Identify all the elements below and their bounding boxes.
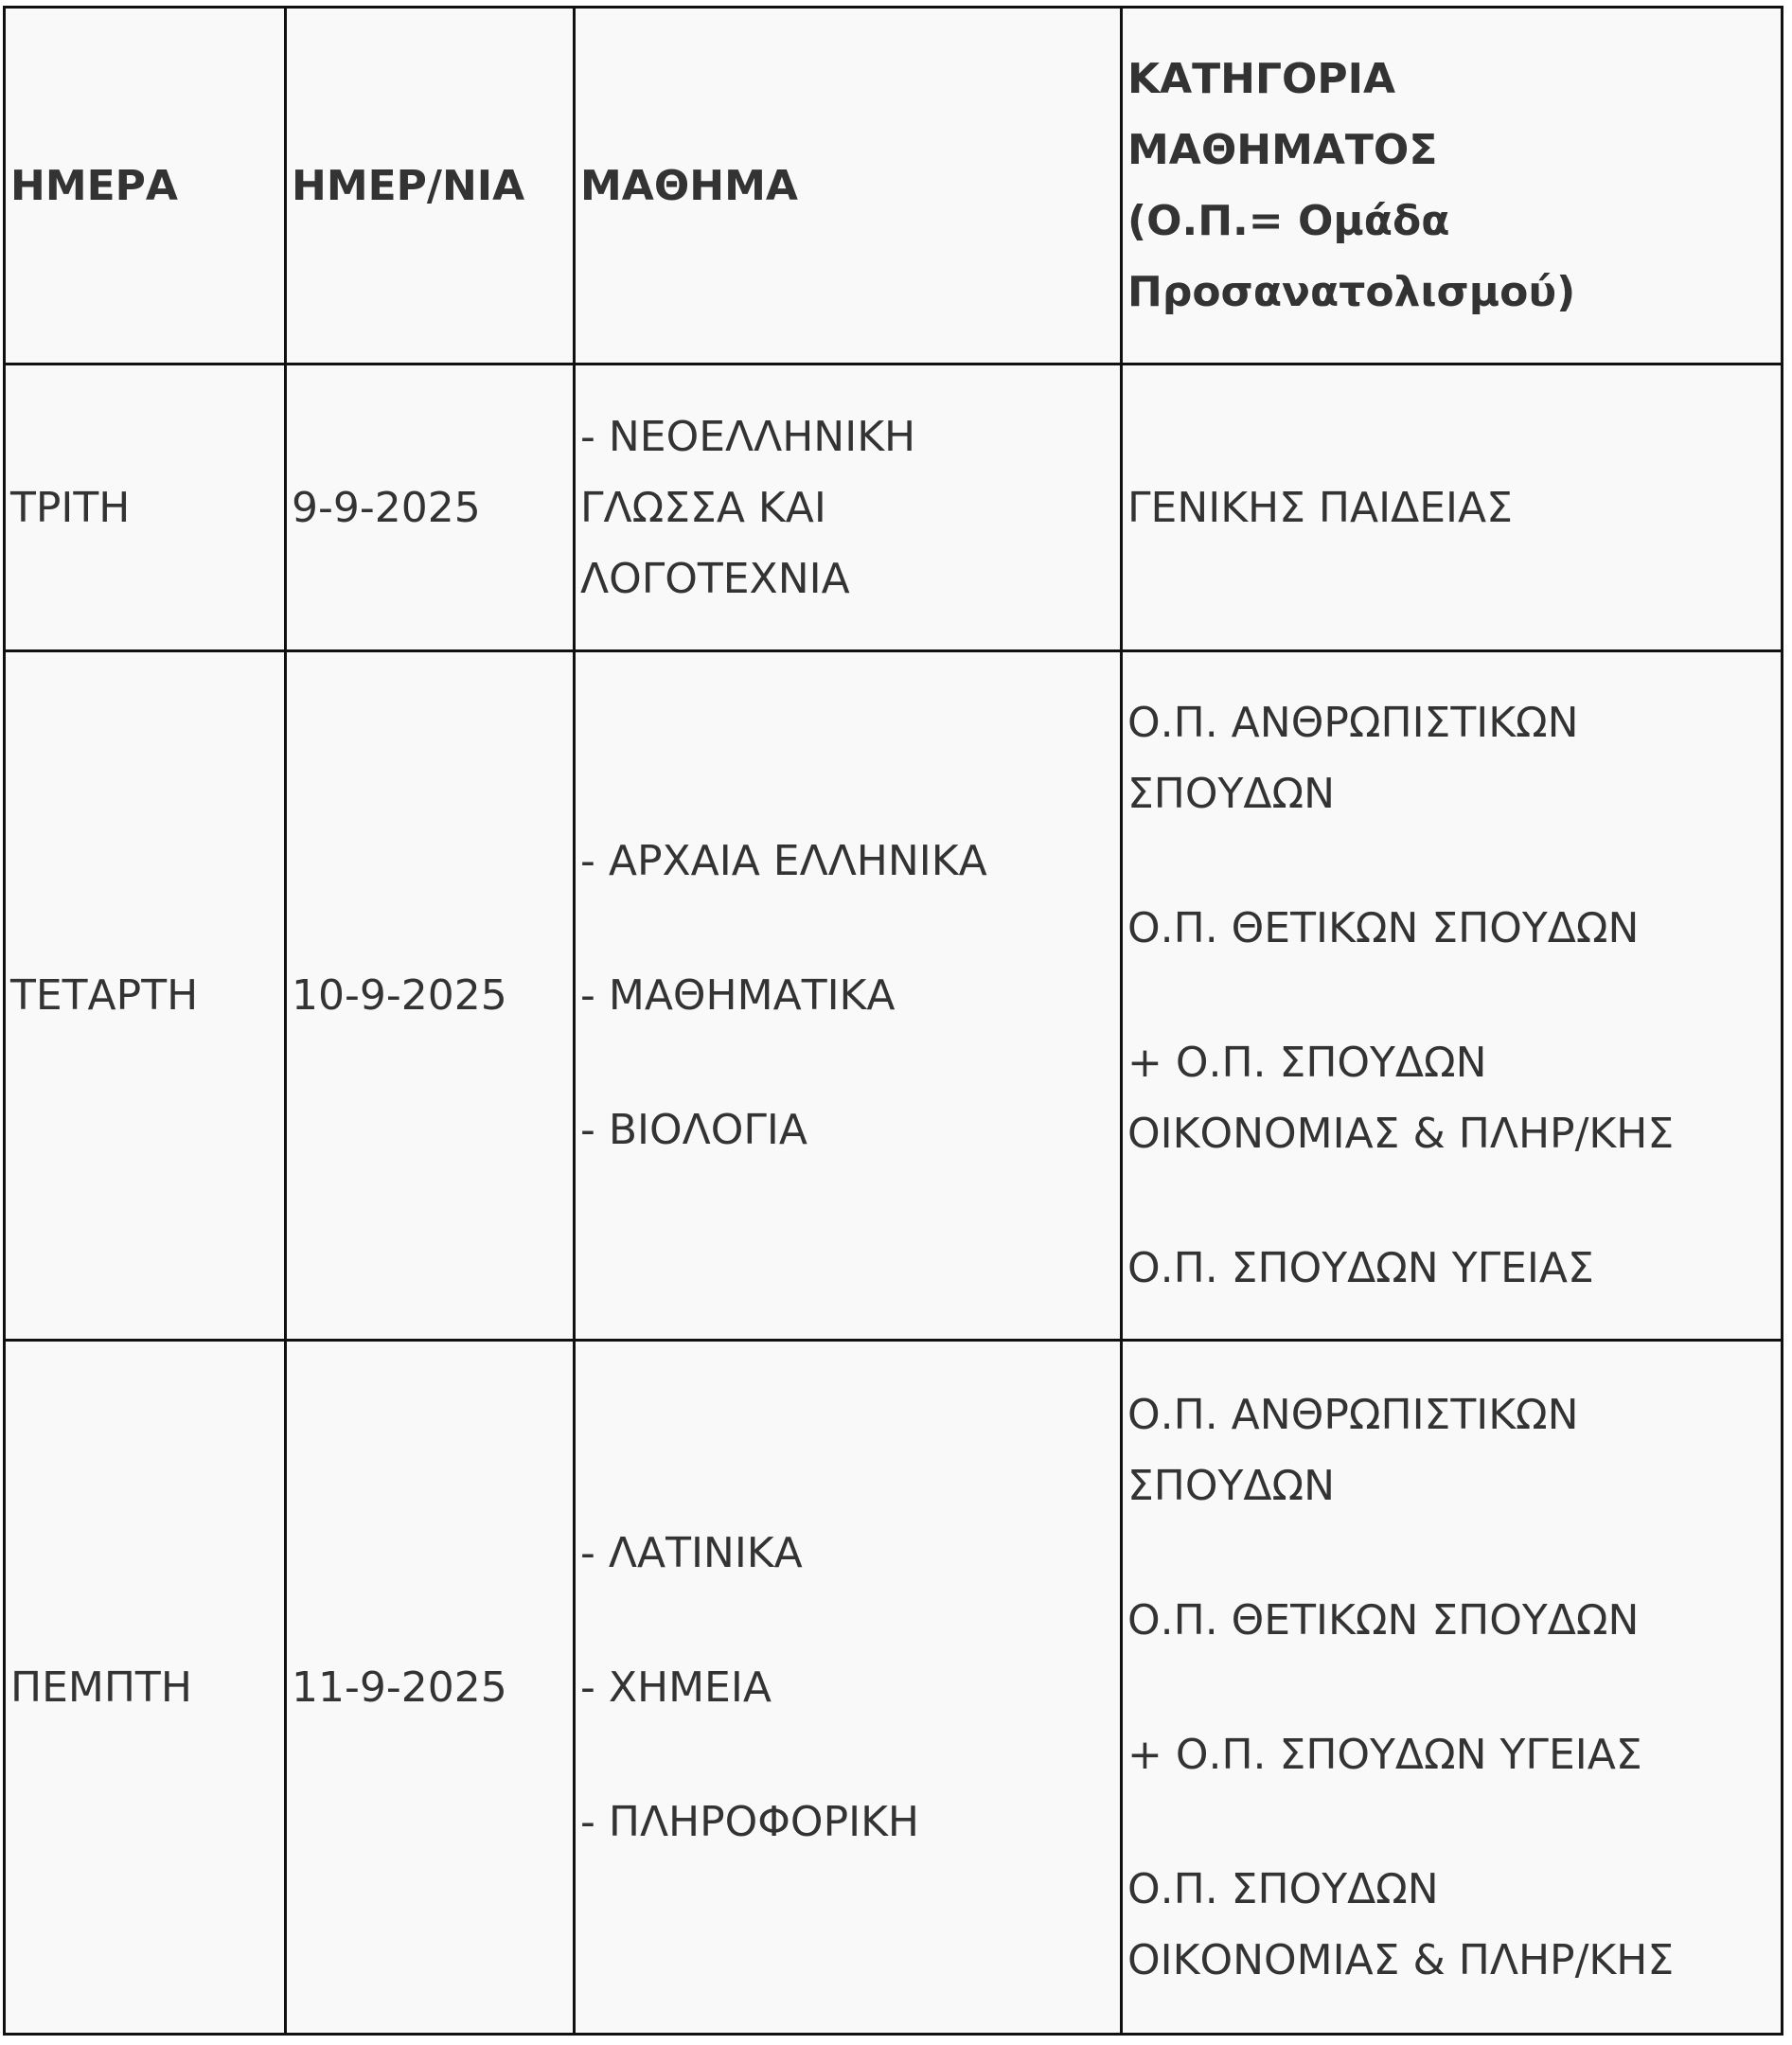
table-row: [5, 365, 1783, 651]
header-subject: ΜΑΘΗΜΑ: [575, 8, 1122, 365]
text-line: - ΜΑΘΗΜΑΤΙΚΑ: [580, 971, 896, 1020]
category-item: [1127, 1379, 1781, 1521]
text-line: + Ο.Π. ΣΠΟΥΔΩΝ: [1127, 1039, 1487, 1087]
text-line: - ΠΛΗΡΟΦΟΡΙΚΗ: [580, 1797, 920, 1846]
day-cell: ΤΡΙΤΗ: [5, 365, 286, 651]
subject-item: [580, 960, 1120, 1031]
text-line: - ΧΗΜΕΙΑ: [580, 1663, 772, 1712]
header-category-line: Προσανατολισμού): [1127, 268, 1576, 316]
date-cell: 11-9-2025: [286, 1341, 575, 2035]
category-cell: [1122, 651, 1783, 1341]
date-cell: 9-9-2025: [286, 365, 575, 651]
category-item: [1127, 472, 1781, 543]
text-line: - ΝΕΟΕΛΛΗΝΙΚΗ: [580, 412, 916, 461]
category-item: [1127, 1854, 1781, 1996]
text-line: Ο.Π. ΑΝΘΡΩΠΙΣΤΙΚΩΝ: [1127, 699, 1579, 747]
subject-cell: [575, 365, 1122, 651]
header-day: ΗΜΕΡΑ: [5, 8, 286, 365]
header-category-line: (Ο.Π.= Ομάδα: [1127, 197, 1450, 245]
day-cell: ΤΕΤΑΡΤΗ: [5, 651, 286, 1341]
subject-item: [580, 826, 1120, 897]
exam-schedule-table: [3, 6, 1783, 2036]
text-line: + Ο.Π. ΣΠΟΥΔΩΝ ΥΓΕΙΑΣ: [1127, 1730, 1642, 1779]
header-category-line: ΚΑΤΗΓΟΡΙΑ: [1127, 55, 1396, 103]
date-cell: 10-9-2025: [286, 651, 575, 1341]
subject-cell: [575, 651, 1122, 1341]
subject-item: [580, 1652, 1120, 1723]
text-line: ΓΛΩΣΣΑ ΚΑΙ: [580, 483, 826, 532]
day-cell: ΠΕΜΠΤΗ: [5, 1341, 286, 2035]
subject-item: [580, 401, 1120, 614]
header-date: ΗΜΕΡ/ΝΙΑ: [286, 8, 575, 365]
text-line: Ο.Π. ΑΝΘΡΩΠΙΣΤΙΚΩΝ: [1127, 1390, 1579, 1439]
category-item: [1127, 1027, 1781, 1169]
table-row: [5, 651, 1783, 1341]
category-cell: [1122, 365, 1783, 651]
text-line: ΛΟΓΟΤΕΧΝΙΑ: [580, 554, 850, 603]
header-category: [1122, 8, 1783, 365]
text-line: - ΑΡΧΑΙΑ ΕΛΛΗΝΙΚΑ: [580, 837, 987, 885]
table-header-row: [5, 8, 1783, 365]
text-line: ΣΠΟΥΔΩΝ: [1127, 770, 1336, 818]
text-line: ΣΠΟΥΔΩΝ: [1127, 1461, 1336, 1510]
table-row: [5, 1341, 1783, 2035]
category-item: [1127, 1585, 1781, 1656]
subject-item: [580, 1787, 1120, 1858]
subject-cell: [575, 1341, 1122, 2035]
text-line: Ο.Π. ΘΕΤΙΚΩΝ ΣΠΟΥΔΩΝ: [1127, 904, 1640, 952]
category-item: [1127, 1719, 1781, 1790]
subject-item: [580, 1094, 1120, 1165]
category-item: [1127, 1233, 1781, 1304]
category-cell: [1122, 1341, 1783, 2035]
category-item: [1127, 687, 1781, 829]
subject-item: [580, 1518, 1120, 1589]
category-item: [1127, 893, 1781, 964]
text-line: Ο.Π. ΘΕΤΙΚΩΝ ΣΠΟΥΔΩΝ: [1127, 1595, 1640, 1645]
header-category-line: ΜΑΘΗΜΑΤΟΣ: [1127, 126, 1438, 174]
text-line: Ο.Π. ΣΠΟΥΔΩΝ: [1127, 1864, 1439, 1913]
text-line: Ο.Π. ΣΠΟΥΔΩΝ ΥΓΕΙΑΣ: [1127, 1244, 1594, 1292]
text-line: ΟΙΚΟΝΟΜΙΑΣ & ΠΛΗΡ/ΚΗΣ: [1127, 1110, 1675, 1158]
text-line: - ΛΑΤΙΝΙΚΑ: [580, 1528, 803, 1577]
text-line: ΟΙΚΟΝΟΜΙΑΣ & ΠΛΗΡ/ΚΗΣ: [1127, 1935, 1675, 1984]
text-line: - ΒΙΟΛΟΓΙΑ: [580, 1106, 807, 1154]
text-line: ΓΕΝΙΚΗΣ ΠΑΙΔΕΙΑΣ: [1127, 483, 1513, 532]
